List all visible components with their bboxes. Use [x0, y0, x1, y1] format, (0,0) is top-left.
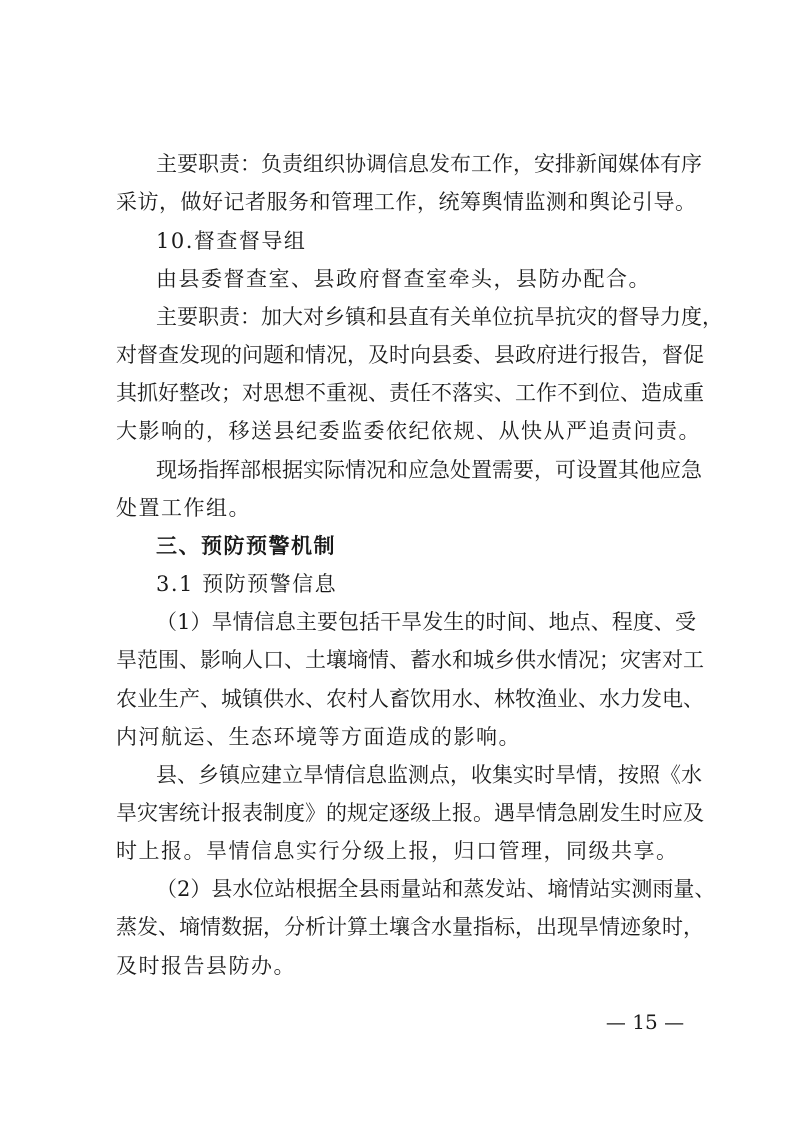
paragraph-line: 主要职责：加大对乡镇和县直有关单位抗旱抗灾的督导力度， — [156, 305, 723, 329]
paragraph-line: 现场指挥部根据实际情况和应急处置需要，可设置其他应急 — [156, 458, 702, 482]
section-subheading: 3.1 预防预警信息 — [156, 572, 338, 596]
paragraph-line: 由县委督查室、县政府督查室牵头，县防办配合。 — [156, 267, 651, 291]
paragraph-line: （1）旱情信息主要包括干旱发生的时间、地点、程度、受 — [156, 610, 696, 634]
paragraph-line: 主要职责：负责组织协调信息发布工作，安排新闻媒体有序 — [156, 152, 702, 176]
paragraph-line: 内河航运、生态环境等方面造成的影响。 — [116, 725, 521, 749]
paragraph-line: 采访，做好记者服务和管理工作，统筹舆情监测和舆论引导。 — [116, 190, 696, 214]
paragraph-line: 县、乡镇应建立旱情信息监测点，收集实时旱情，按照《水 — [156, 763, 702, 787]
paragraph-line: 对督查发现的问题和情况，及时向县委、县政府进行报告，督促 — [116, 343, 704, 367]
paragraph-line: 农业生产、城镇供水、农村人畜饮用水、林牧渔业、水力发电、 — [116, 687, 704, 711]
paragraph-line: 时上报。旱情信息实行分级上报，归口管理，同级共享。 — [116, 839, 679, 863]
paragraph-line: 及时报告县防办。 — [116, 954, 296, 978]
paragraph-line: 旱范围、影响人口、土壤墒情、蓄水和城乡供水情况；灾害对工 — [116, 648, 704, 672]
paragraph-line: 旱灾害统计报表制度》的规定逐级上报。遇旱情急剧发生时应及 — [116, 801, 704, 825]
paragraph-line: 大影响的，移送县纪委监委依纪依规、从快从严追责问责。 — [116, 419, 701, 443]
paragraph-line: 其抓好整改；对思想不重视、责任不落实、工作不到位、造成重 — [116, 381, 704, 405]
paragraph-line: （2）县水位站根据全县雨量站和蒸发站、墒情站实测雨量、 — [156, 877, 716, 901]
paragraph-line: 蒸发、墒情数据，分析计算土壤含水量指标，出现旱情迹象时， — [116, 915, 704, 939]
section-subheading: 10.督查督导组 — [156, 229, 307, 253]
page-number: — 15 — — [605, 1010, 685, 1034]
paragraph-line: 处置工作组。 — [116, 496, 251, 520]
section-heading: 三、预防预警机制 — [156, 534, 336, 558]
